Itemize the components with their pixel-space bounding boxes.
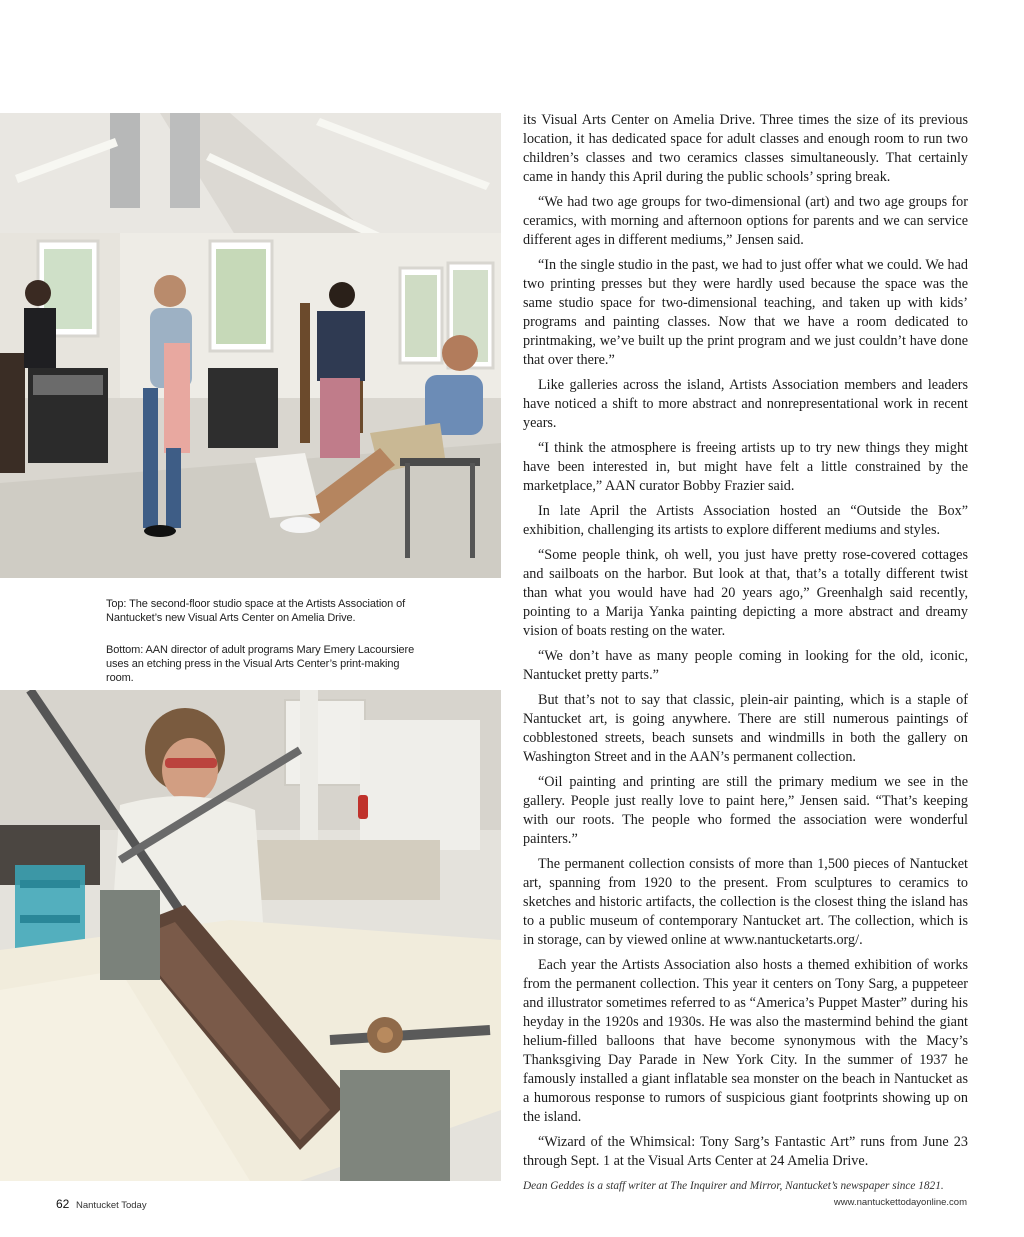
article-paragraph: Each year the Artists Association also hosts a themed exhibition of works from the permanent collection. This year it centers on Tony Sarg, a puppeteer and illustrator sometimes referred to as “America’s Puppet Master” during his heyday in the 1920s and 1930s. He was also the mastermind behind the giant helium-filled balloons that have become synonymous with the Macy’s Thanksgiving Day Parade in New York City. In the summer of 1937 he famously installed a giant inflatable sea monster on the beach in Nantucket as a humorous response to rumors of suspicious giant footprints showing up on the island. [523, 957, 968, 1125]
article-paragraph: “In the single studio in the past, we had to just offer what we could. We had two printing presses but they were hardly used because the space was the same studio space for two-dimensional teaching, and taken up with kids’ programs and painting classes. Now that we have a room dedicated to printmaking, we’ve built up the print program and we just couldn’t have done that over there.” [523, 257, 968, 368]
article-paragraph: “We had two age groups for two-dimensional (art) and two age groups for ceramics, with morning and afternoon options for parents and we can service different ages in different mediums,” Jensen said. [523, 194, 968, 248]
website-link[interactable]: www.nantuckettodayonline.com [833, 1197, 967, 1208]
page-footer-left [56, 1197, 147, 1211]
article-body [523, 111, 968, 1194]
article-paragraph: “Wizard of the Whimsical: Tony Sarg’s Fantastic Art” runs from June 23 through Sept. 1 at the Visual Arts Center at 24 Amelia Drive. [523, 1134, 968, 1169]
caption-top: Top: The second-floor studio space at the Artists Association of Nantucket’s new Visual Arts Center on Amelia Drive. [106, 598, 406, 624]
article-paragraph: In late April the Artists Association hosted an “Outside the Box” exhibition, challenging its artists to explore different mediums and styles. [523, 503, 968, 538]
studio-photo [0, 113, 501, 578]
article-paragraph: The permanent collection consists of more than 1,500 pieces of Nantucket art, spanning from 1920 to the present. From sculptures to ceramics to sketches and historic artifacts, the collection is the closest thing the island has to a public museum of contemporary Nantucket art. The collection, which is in storage, can by viewed online at www.nantucketarts.org/. [523, 856, 968, 948]
author-byline: Dean Geddes is a staff writer at The Inquirer and Mirror, Nantucket’s newspaper since 1821. [523, 1180, 944, 1192]
article-paragraph: “We don’t have as many people coming in looking for the old, iconic, Nantucket pretty parts.” [523, 648, 968, 683]
article-paragraph: “Some people think, oh well, you just have pretty rose-covered cottages and sailboats on the harbor. But look at that, that’s a totally different twist than what you would have had 20 years ago,” Greenhalgh said recently, pointing to a Marija Yanka painting depicting a more abstract and dreamy vision of boats resting on the water. [523, 547, 968, 639]
printmaking-photo [0, 690, 501, 1181]
article-paragraph: “I think the atmosphere is freeing artists up to try new things they might have been interested in, but might have felt a little constrained by the marketplace,” AAN curator Bobby Frazier said. [523, 440, 968, 494]
article-paragraph: Like galleries across the island, Artists Association members and leaders have noticed a shift to more abstract and nonrepresentational work in recent years. [523, 377, 968, 431]
article-paragraph: its Visual Arts Center on Amelia Drive. Three times the size of its previous location, it has dedicated space for adult classes and enough room to run two children’s classes and two ceramics classes simultaneously. That certainly came in handy this April during the public schools’ spring break. [523, 112, 968, 185]
publication-name: Nantucket Today [76, 1200, 147, 1211]
article-paragraph: “Oil painting and printing are still the primary medium we see in the gallery. People just really love to paint here,” Jensen said. “That’s keeping with our roots. The people who formed the association were wonderful painters.” [523, 774, 968, 847]
caption-bottom: Bottom: AAN director of adult programs Mary Emery Lacoursiere uses an etching press in the Visual Arts Center’s print-making room. [106, 644, 415, 684]
article-paragraph: But that’s not to say that classic, plein-air painting, which is a staple of Nantucket art, is going anywhere. There are still numerous paintings of cobblestoned streets, beach sunsets and windmills in both the gallery on Washington Street and in the AAN’s permanent collection. [523, 692, 968, 765]
page-number: 62 [56, 1197, 70, 1211]
